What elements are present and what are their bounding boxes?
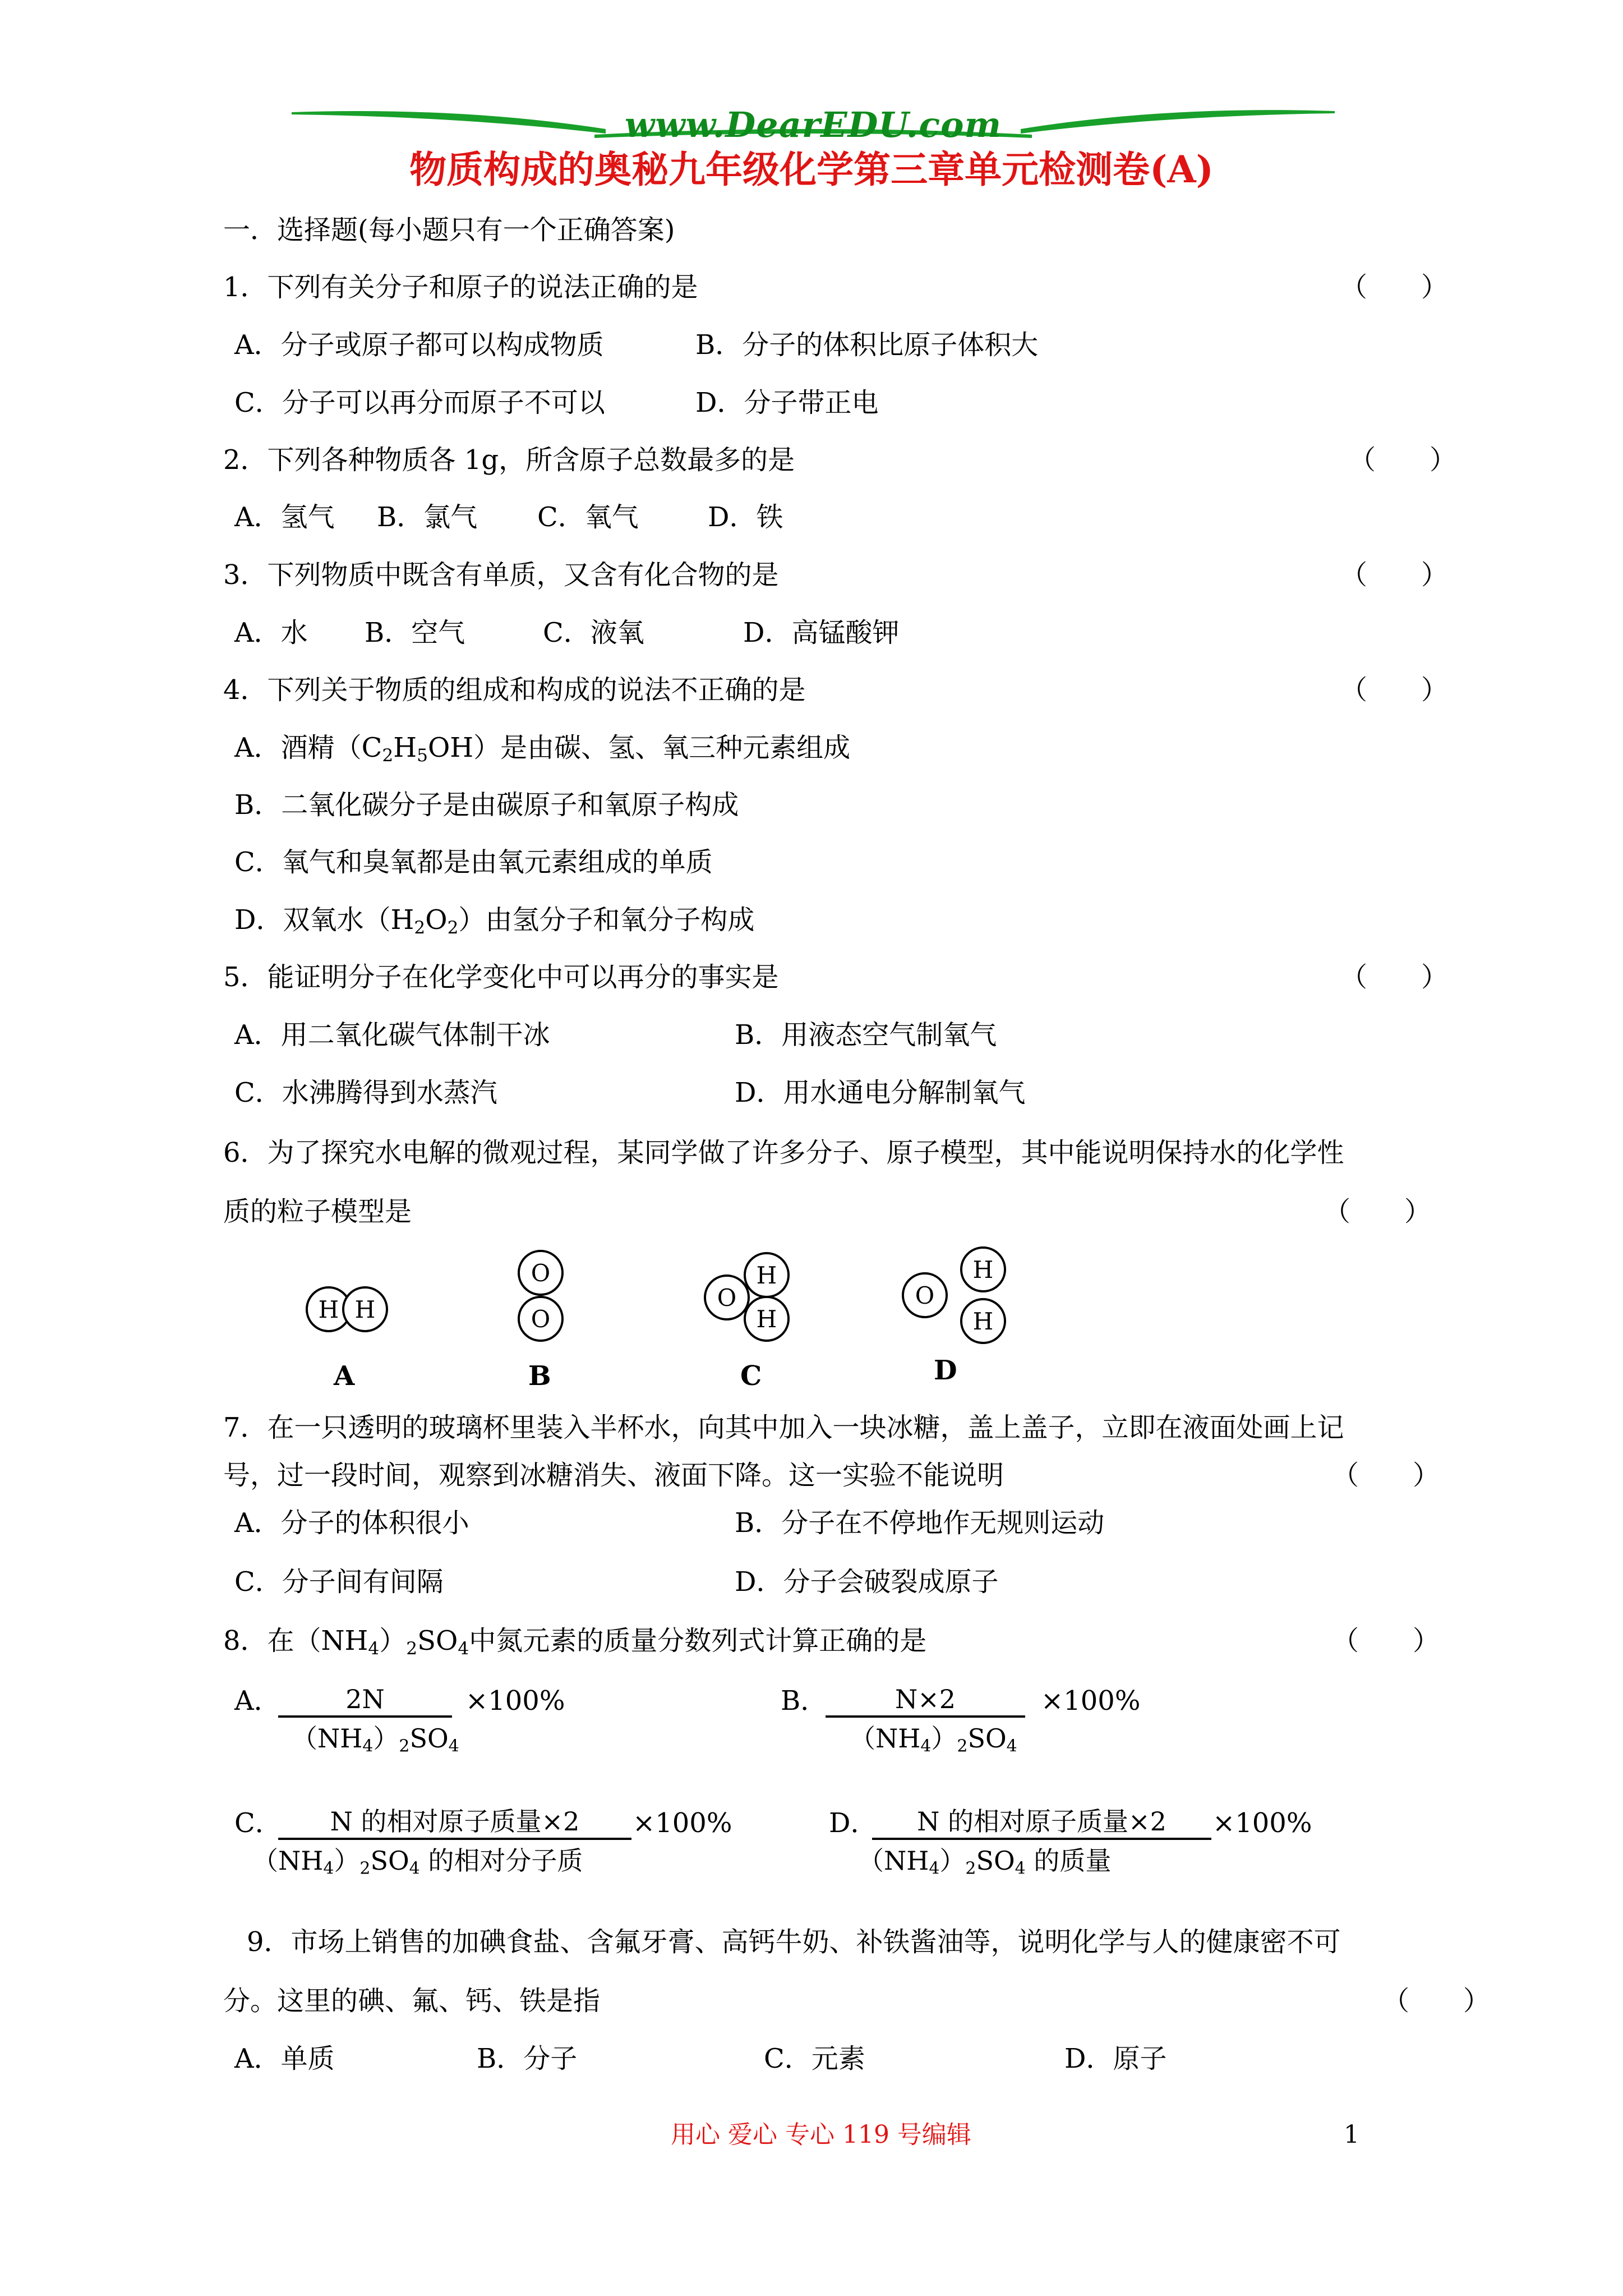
q4-answer-blank[interactable]: （ ） <box>1340 674 1449 706</box>
q8-answer-blank[interactable]: （ ） <box>1332 1625 1440 1657</box>
oxygen-atom: O <box>518 1250 564 1296</box>
den-sub-2: 2 <box>399 1736 410 1756</box>
q9-option-b[interactable]: B．分子 <box>477 2043 578 2074</box>
q4-a-sub-2: 5 <box>417 745 428 766</box>
den-text-2: ） <box>334 1846 360 1876</box>
model-a-label: A <box>334 1360 355 1392</box>
hydrogen-atom: H <box>960 1298 1006 1344</box>
q7-answer-blank[interactable]: （ ） <box>1332 1460 1440 1491</box>
q2-option-a[interactable]: A．氢气 <box>234 501 335 533</box>
q2-option-c[interactable]: C．氧气 <box>537 501 639 533</box>
q8-stem-text-2: ） <box>379 1625 407 1657</box>
hydrogen-atom: H <box>744 1252 790 1298</box>
q2-answer-blank[interactable]: （ ） <box>1349 444 1457 476</box>
q7-option-d[interactable]: D．分子会破裂成原子 <box>735 1566 999 1598</box>
den-text-2: ） <box>939 1846 966 1876</box>
q7-option-b[interactable]: B．分子在不停地作无规则运动 <box>735 1507 1105 1539</box>
oxygen-atom: O <box>704 1274 750 1320</box>
page-number: 1 <box>1344 2120 1359 2149</box>
den-text-1: （NH <box>858 1846 929 1876</box>
q8-stem-text-4: 中氮元素的质量分数列式计算正确的是 <box>469 1625 927 1657</box>
den-text-4: 的相对分子质 <box>419 1846 583 1876</box>
logo-text[interactable]: www.DearEDU.com <box>624 104 1002 145</box>
q8-b-fraction <box>826 1683 1025 1718</box>
q5-answer-blank[interactable]: （ ） <box>1340 961 1449 993</box>
q8-stem <box>223 1624 926 1658</box>
q4-d-sub-1: 2 <box>414 917 426 938</box>
hydrogen-atom: H <box>960 1246 1006 1292</box>
q6-stem-line1: 6．为了探究水电解的微观过程，某同学做了许多分子、原子模型，其中能说明保持水的化学性 <box>223 1137 1344 1168</box>
den-text-3: SO <box>370 1846 409 1876</box>
den-text-1: （NH <box>292 1723 363 1754</box>
den-text-3: SO <box>967 1723 1007 1754</box>
q9-option-a[interactable]: A．单质 <box>234 2043 335 2074</box>
den-sub-2: 2 <box>965 1858 976 1879</box>
q8-c-fraction <box>278 1805 631 1840</box>
q8-stem-sub-1: 4 <box>368 1638 380 1659</box>
fraction-numerator: 2N <box>278 1683 452 1718</box>
q4-option-a[interactable] <box>234 731 850 765</box>
den-sub-3: 4 <box>1015 1858 1026 1879</box>
q3-option-a[interactable]: A．水 <box>234 617 308 648</box>
fraction-denominator <box>252 1844 583 1877</box>
q5-option-b[interactable]: B．用液态空气制氧气 <box>735 1019 997 1051</box>
oxygen-atom: O <box>902 1272 948 1318</box>
q1-option-b[interactable]: B．分子的体积比原子体积大 <box>695 329 1039 361</box>
q8-stem-sub-2: 2 <box>406 1638 418 1659</box>
q2-option-d[interactable]: D．铁 <box>708 501 783 533</box>
den-sub-1: 4 <box>920 1736 932 1756</box>
q3-option-d[interactable]: D．高锰酸钾 <box>743 617 900 648</box>
den-sub-1: 4 <box>362 1736 374 1756</box>
q4-stem: 4．下列关于物质的组成和构成的说法不正确的是 <box>223 674 806 706</box>
q9-option-c[interactable]: C．元素 <box>764 2043 865 2074</box>
q3-stem: 3．下列物质中既含有单质，又含有化合物的是 <box>223 559 779 591</box>
q4-d-text-2: O <box>425 904 448 936</box>
model-c-label: C <box>740 1360 762 1392</box>
den-text-3: SO <box>976 1846 1015 1876</box>
header-logo <box>292 101 1335 146</box>
fraction-numerator: N 的相对原子质量×2 <box>872 1805 1211 1840</box>
q4-d-text-3: ）由氢分子和氧分子构成 <box>458 904 755 936</box>
q1-option-a[interactable]: A．分子或原子都可以构成物质 <box>234 329 604 361</box>
oxygen-atom: O <box>518 1296 564 1342</box>
den-text-1: （NH <box>850 1723 921 1754</box>
q1-answer-blank[interactable]: （ ） <box>1340 272 1449 303</box>
footer-text: 用心 爱心 专心 119 号编辑 <box>671 2120 971 2149</box>
model-d-label: D <box>934 1355 957 1386</box>
q4-option-b[interactable]: B．二氧化碳分子是由碳原子和氧原子构成 <box>234 789 739 821</box>
hydrogen-atom: H <box>342 1286 388 1332</box>
q9-stem-line1: 9．市场上销售的加碘食盐、含氟牙膏、高钙牛奶、补铁酱油等，说明化学与人的健康密不可 <box>247 1926 1341 1958</box>
q7-option-c[interactable]: C．分子间有间隔 <box>234 1566 444 1598</box>
q5-stem: 5．能证明分子在化学变化中可以再分的事实是 <box>223 961 779 993</box>
q9-option-d[interactable]: D．原子 <box>1064 2043 1167 2074</box>
den-text-2: ） <box>373 1723 399 1754</box>
q4-a-text-2: H <box>393 732 417 763</box>
q9-answer-blank[interactable]: （ ） <box>1382 1985 1491 2017</box>
page-title: 物质构成的奥秘九年级化学第三章单元检测卷(A) <box>409 148 1214 191</box>
q8-a-label: A． <box>234 1685 281 1717</box>
hydrogen-atom: H <box>306 1286 352 1332</box>
q8-d-times: ×100% <box>1212 1807 1312 1839</box>
fraction-numerator: N×2 <box>826 1683 1025 1718</box>
den-sub-2: 2 <box>359 1858 371 1879</box>
q6-answer-blank[interactable]: （ ） <box>1324 1196 1432 1227</box>
q2-stem: 2．下列各种物质各 1g，所含原子总数最多的是 <box>223 444 795 476</box>
den-sub-1: 4 <box>929 1858 940 1879</box>
q8-d-label: D． <box>829 1807 878 1839</box>
q4-d-text-1: D．双氧水（H <box>234 904 414 936</box>
section-heading: 一．选择题(每小题只有一个正确答案) <box>223 214 675 246</box>
model-b-label: B <box>528 1360 551 1392</box>
q5-option-a[interactable]: A．用二氧化碳气体制干冰 <box>234 1019 550 1051</box>
q8-c-label: C． <box>234 1807 282 1839</box>
q1-option-d[interactable]: D．分子带正电 <box>695 387 879 418</box>
q8-a-times: ×100% <box>465 1685 565 1717</box>
q3-option-c[interactable]: C．液氧 <box>543 617 644 648</box>
den-sub-2: 2 <box>957 1736 968 1756</box>
q9-stem-line2: 分。这里的碘、氟、钙、铁是指 <box>223 1985 601 2017</box>
q2-option-b[interactable]: B．氯气 <box>377 501 478 533</box>
q4-a-text-3: OH）是由碳、氢、氧三种元素组成 <box>427 732 851 763</box>
q7-stem-line2: 号，过一段时间，观察到冰糖消失、液面下降。这一实验不能说明 <box>223 1460 1004 1491</box>
q3-answer-blank[interactable]: （ ） <box>1340 559 1449 591</box>
q8-stem-text-3: SO <box>417 1625 458 1657</box>
q4-d-sub-2: 2 <box>447 917 459 938</box>
den-text-4: 的质量 <box>1025 1846 1112 1876</box>
q8-d-fraction <box>872 1805 1211 1840</box>
den-sub-3: 4 <box>1006 1736 1017 1756</box>
fraction-numerator: N 的相对原子质量×2 <box>278 1805 631 1840</box>
q3-option-b[interactable]: B．空气 <box>365 617 465 648</box>
q4-a-sub-1: 2 <box>382 745 394 766</box>
q8-b-label: B． <box>781 1685 828 1717</box>
den-sub-3: 4 <box>409 1858 420 1879</box>
q7-option-a[interactable]: A．分子的体积很小 <box>234 1507 469 1539</box>
fraction-denominator <box>850 1722 1017 1755</box>
fraction-denominator <box>858 1844 1111 1877</box>
q4-option-c[interactable]: C．氧气和臭氧都是由氧元素组成的单质 <box>234 846 713 878</box>
q8-a-fraction <box>278 1683 452 1718</box>
q8-b-times: ×100% <box>1041 1685 1141 1717</box>
q8-stem-sub-3: 4 <box>458 1638 469 1659</box>
den-text-3: SO <box>409 1723 449 1754</box>
hydrogen-atom: H <box>744 1296 790 1342</box>
q5-option-d[interactable]: D．用水通电分解制氧气 <box>735 1077 1026 1108</box>
q7-stem-line1: 7．在一只透明的玻璃杯里装入半杯水，向其中加入一块冰糖，盖上盖子，立即在液面处画上记 <box>223 1412 1344 1443</box>
q5-option-c[interactable]: C．水沸腾得到水蒸汽 <box>234 1077 497 1108</box>
den-text-2: ） <box>931 1723 957 1754</box>
q8-stem-text-1: 8．在（NH <box>223 1625 368 1657</box>
q4-option-d[interactable] <box>234 903 754 937</box>
den-text-1: （NH <box>252 1846 324 1876</box>
q1-stem: 1．下列有关分子和原子的说法正确的是 <box>223 272 698 303</box>
den-sub-1: 4 <box>323 1858 334 1879</box>
q6-stem-line2: 质的粒子模型是 <box>223 1196 412 1227</box>
q4-a-text-1: A．酒精（C <box>234 732 382 763</box>
q1-option-c[interactable]: C．分子可以再分而原子不可以 <box>234 387 605 418</box>
fraction-denominator <box>292 1722 459 1755</box>
den-sub-3: 4 <box>448 1736 459 1756</box>
q8-c-times: ×100% <box>633 1807 732 1839</box>
